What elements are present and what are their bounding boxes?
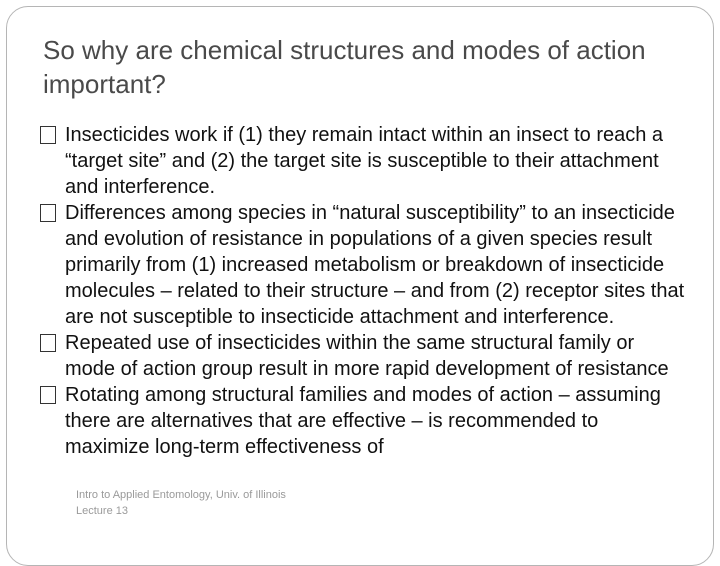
bullet-square-icon <box>40 204 56 222</box>
bullet-text: Differences among species in “natural susceptibility” to an insecticide and evolution of resistance in populations of a given species result primarily from (1) increased metabolism or breakdown of insecticide molecules – related to their structure – and from (2) receptor sites that are not susceptible to insecticide attachment and interference. <box>65 202 685 328</box>
bullet-square-icon <box>40 334 56 352</box>
slide-title: So why are chemical structures and modes of action important? <box>43 35 646 99</box>
slide-footer <box>76 487 286 519</box>
bullet-item <box>40 200 688 330</box>
bullet-item <box>40 330 688 382</box>
bullet-square-icon <box>40 126 56 144</box>
bullet-text: Rotating among structural families and modes of action – assuming there are alternatives that are effective – is recommended to maximize long-term effectiveness of <box>65 384 661 458</box>
bullet-item <box>40 122 688 200</box>
footer-course: Intro to Applied Entomology, Univ. of Illinois <box>76 489 286 501</box>
bullet-item <box>40 382 688 460</box>
bullet-text: Repeated use of insecticides within the same structural family or mode of action group result in more rapid development of resistance <box>65 332 669 380</box>
footer-lecture: Lecture 13 <box>76 505 128 517</box>
bullet-list <box>40 122 688 460</box>
bullet-text: Insecticides work if (1) they remain intact within an insect to reach a “target site” and (2) the target site is susceptible to their attachment and interference. <box>65 124 664 198</box>
bullet-square-icon <box>40 386 56 404</box>
